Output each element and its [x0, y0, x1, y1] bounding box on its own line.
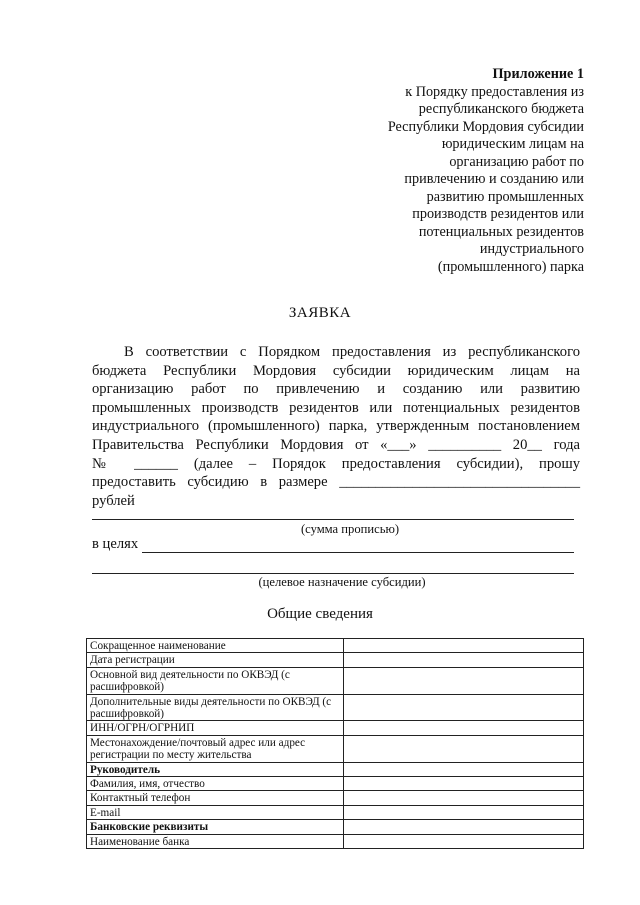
- paragraph-line: бюджета Республики Мордовия субсидии юридическим лицам на: [92, 362, 580, 379]
- table-row-label: Сокращенное наименование: [87, 639, 344, 653]
- paragraph-line: В соответствии с Порядком предоставления из республиканского: [124, 344, 580, 360]
- appendix-heading: Приложение 1: [492, 66, 584, 82]
- table-row: [87, 639, 584, 653]
- table-row-label: Руководитель: [87, 762, 344, 776]
- paragraph-line: промышленных производств резидентов или потенциальных резидентов: [92, 399, 580, 416]
- paragraph-line: рублей: [92, 492, 135, 509]
- purpose-line-2[interactable]: [92, 573, 574, 574]
- paragraph-line: организацию работ по привлечению и созданию или развитию: [92, 381, 580, 398]
- paragraph-line: Правительства Республики Мордовия от «___» __________ 20__ года: [92, 436, 580, 453]
- table-row-value[interactable]: [344, 639, 584, 653]
- table-row: [87, 667, 584, 694]
- amount-caption: (сумма прописью): [300, 522, 400, 536]
- table-row-label: Фамилия, имя, отчество: [87, 777, 344, 791]
- appendix-line: организацию работ по: [449, 153, 584, 170]
- table-row-value[interactable]: [344, 735, 584, 762]
- appendix-line: республиканского бюджета: [418, 101, 584, 117]
- table-row: [87, 762, 584, 776]
- appendix-line: привлечению и созданию или: [404, 171, 584, 187]
- paragraph-line: № ______ (далее – Порядок предоставления субсидии), прошу: [92, 455, 580, 472]
- table-row-label: Наименование банка: [87, 834, 344, 848]
- appendix-line: Республики Мордовия субсидии: [387, 118, 584, 135]
- table-row-value[interactable]: [344, 805, 584, 819]
- table-row: [87, 721, 584, 735]
- table-row: [87, 694, 584, 721]
- appendix-header: [324, 66, 584, 276]
- paragraph-line: индустриального (промышленного) парка, утвержденным постановлением: [92, 418, 580, 435]
- general-info-table: [86, 638, 584, 849]
- appendix-line: юридическим лицам на: [441, 136, 584, 152]
- appendix-line: (промышленного) парка: [437, 258, 584, 275]
- table-row-label: E-mail: [87, 805, 344, 819]
- appendix-line: производств резидентов или: [412, 206, 584, 222]
- table-row-label: ИНН/ОГРН/ОГРНИП: [87, 721, 344, 735]
- table-row: [87, 653, 584, 667]
- table-row-value[interactable]: [344, 694, 584, 721]
- amount-in-words-line[interactable]: [92, 519, 574, 520]
- appendix-line: индустриального: [479, 241, 584, 257]
- table-row-label: Основной вид деятельности по ОКВЭД (с расшифровкой): [87, 667, 344, 694]
- document-title: ЗАЯВКА: [288, 305, 352, 321]
- table-row-value[interactable]: [344, 834, 584, 848]
- table-row-value[interactable]: [344, 721, 584, 735]
- purpose-line[interactable]: [142, 552, 574, 553]
- table-row-value[interactable]: [344, 667, 584, 694]
- table-row-label: Контактный телефон: [87, 791, 344, 805]
- table-row: [87, 805, 584, 819]
- purpose-label: в целях: [92, 536, 139, 552]
- paragraph-line: предоставить субсидию в размере _________________________________: [92, 474, 580, 491]
- table-row: [87, 834, 584, 848]
- table-row: [87, 735, 584, 762]
- purpose-caption: (целевое назначение субсидии): [258, 575, 426, 589]
- table-row: [87, 820, 584, 834]
- table-row-value[interactable]: [344, 777, 584, 791]
- table-row-label: Дополнительные виды деятельности по ОКВЭД (с расшифровкой): [87, 694, 344, 721]
- table-row: [87, 777, 584, 791]
- table-row-value[interactable]: [344, 762, 584, 776]
- table-row-value[interactable]: [344, 791, 584, 805]
- table-row-value[interactable]: [344, 653, 584, 667]
- table-row: [87, 791, 584, 805]
- section-title: Общие сведения: [267, 606, 373, 622]
- table-row-label: Местонахождение/почтовый адрес или адрес регистрации по месту жительства: [87, 735, 344, 762]
- table-row-value[interactable]: [344, 820, 584, 834]
- appendix-line: развитию промышленных: [426, 188, 584, 205]
- table-row-label: Банковские реквизиты: [87, 820, 344, 834]
- application-paragraph: [92, 343, 580, 510]
- appendix-line: к Порядку предоставления из: [405, 83, 584, 100]
- appendix-line: потенциальных резидентов: [418, 223, 584, 240]
- table-row-label: Дата регистрации: [87, 653, 344, 667]
